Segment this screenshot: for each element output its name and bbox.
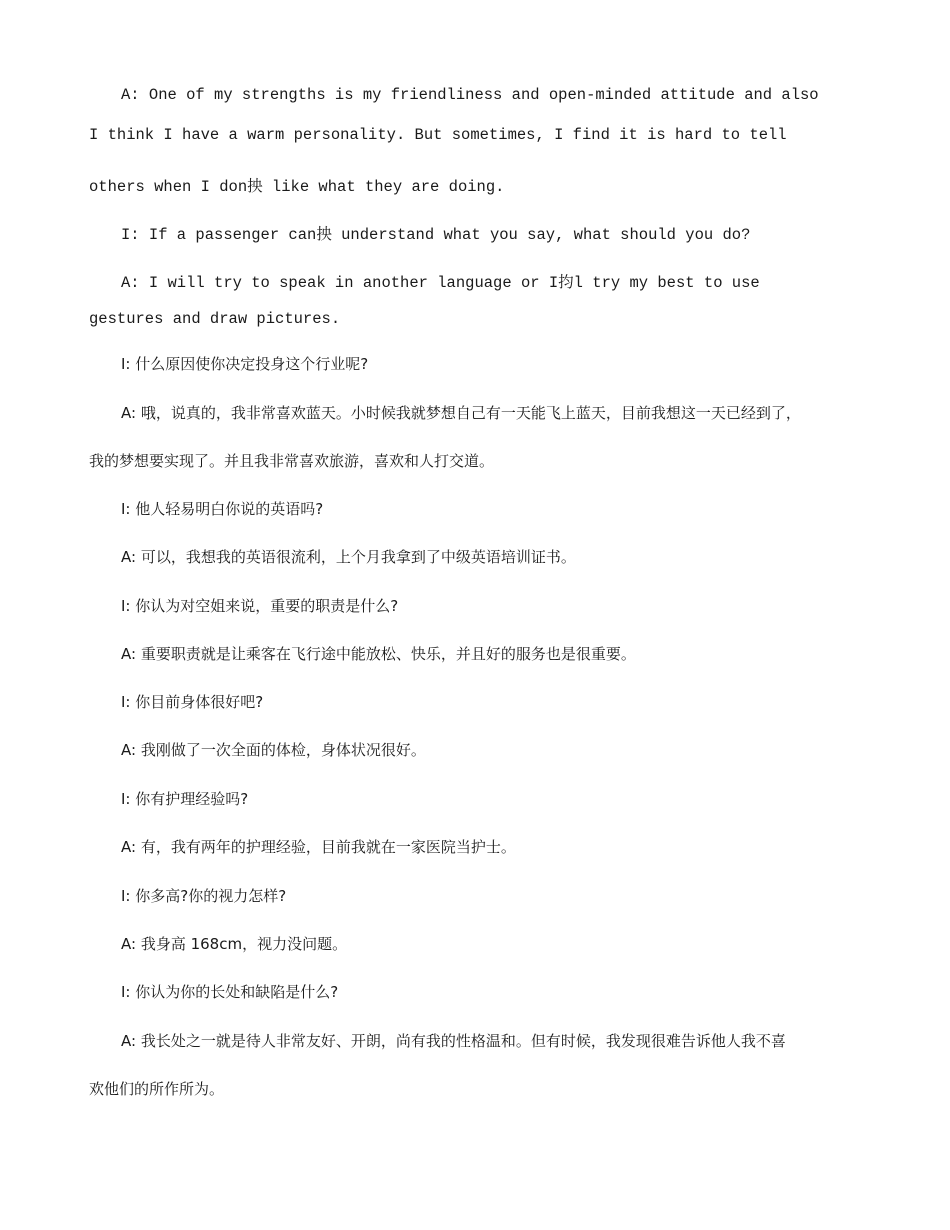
text-line: A: 我刚做了一次全面的体检，身体状况很好。 [121,741,426,759]
text-line: A: 有，我有两年的护理经验，目前我就在一家医院当护士。 [121,838,516,856]
text-line: A: I will try to speak in another language or I抣l try my best to use [121,274,760,292]
text-line: 欢他们的所作所为。 [89,1080,225,1098]
text-line: I: 你认为对空姐来说，重要的职责是什么? [121,597,399,615]
text-line: I: 什么原因使你决定投身这个行业呢? [121,355,369,373]
text-line: A: 重要职责就是让乘客在飞行途中能放松、快乐，并且好的服务也是很重要。 [121,645,636,663]
text-line: I: If a passenger can抰 understand what you say, what should you do? [121,226,751,244]
text-line: I think I have a warm personality. But sometimes, I find it is hard to tell [89,126,787,144]
text-line: I: 你认为你的长处和缺陷是什么? [121,983,339,1001]
text-line: A: One of my strengths is my friendliness and open-minded attitude and also [121,86,819,104]
text-line: I: 你目前身体很好吧? [121,693,264,711]
text-line: A: 哦，说真的，我非常喜欢蓝天。小时候我就梦想自己有一天能飞上蓝天，目前我想这一天已经到了， [121,404,801,422]
text-line: A: 可以，我想我的英语很流利，上个月我拿到了中级英语培训证书。 [121,548,576,566]
text-line: I: 你有护理经验吗? [121,790,249,808]
text-line: A: 我长处之一就是待人非常友好、开朗，尚有我的性格温和。但有时候，我发现很难告诉他人我不喜 [121,1032,786,1050]
text-line: I: 你多高?你的视力怎样? [121,887,287,905]
text-line: others when I don抰 like what they are doing. [89,178,505,196]
text-line: I: 他人轻易明白你说的英语吗? [121,500,324,518]
text-line: gestures and draw pictures. [89,310,341,328]
text-line: A: 我身高 168cm，视力没问题。 [121,935,348,953]
text-line: 我的梦想要实现了。并且我非常喜欢旅游，喜欢和人打交道。 [89,452,495,470]
